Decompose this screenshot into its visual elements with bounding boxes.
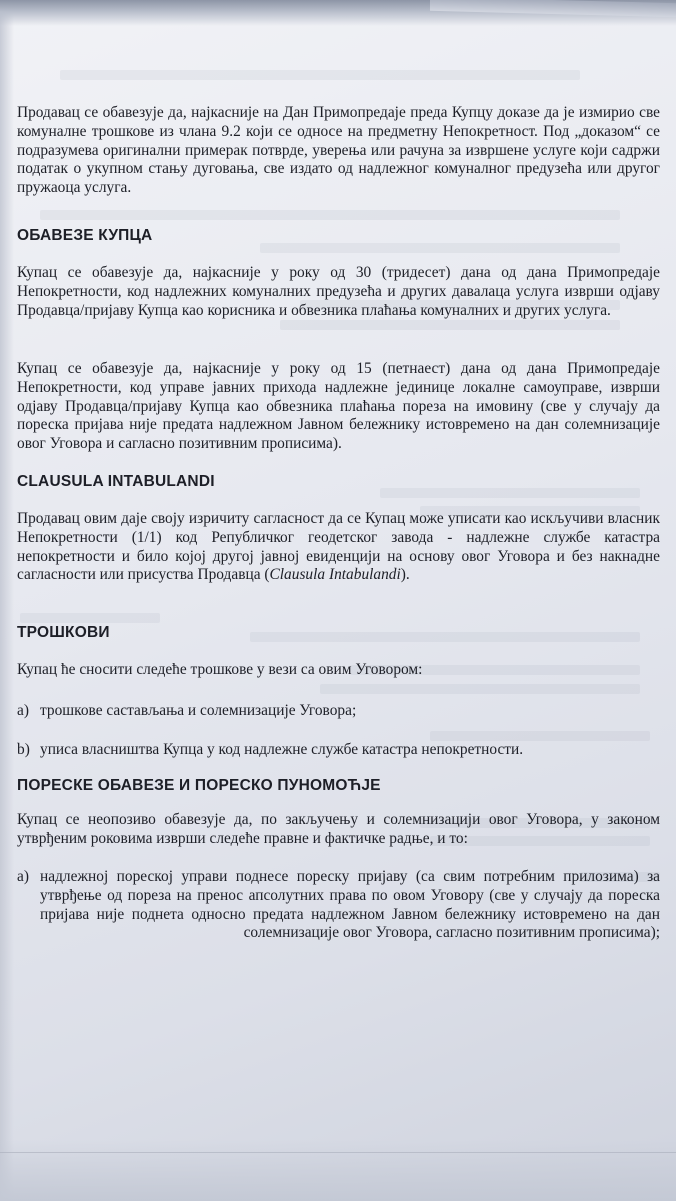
costs-intro: Купац ће сносити следеће трошкове у вези са овим Уговором: <box>17 661 423 678</box>
heading-tax-obligations: ПОРЕСКЕ ОБАВЕЗЕ И ПОРЕСКО ПУНОМОЋЈЕ <box>17 777 381 794</box>
costs-item-text: трошкове састављања и солемнизације Уговора; <box>40 702 357 719</box>
costs-item-letter: b) <box>17 741 30 758</box>
page-fold-line <box>0 1152 676 1153</box>
heading-clausula-intabulandi: CLAUSULA INTABULANDI <box>17 473 215 490</box>
costs-item-letter: a) <box>17 702 29 719</box>
tax-intro: Купац се неопозиво обавезује да, по закључењу и солемнизацији овог Уговора, у законом утврђеним роковима изврши следеће правне и фактичке радње, и то: <box>17 811 660 847</box>
tax-item-letter: a) <box>17 868 29 885</box>
page-left-shadow <box>0 0 14 1201</box>
tax-item-text: надлежној пореској управи поднесе пореску пријаву (са свим потребним прилозима) за утврђење од пореза на пренос апсолутних права по овом Уговору (све у случају да пореска пријава није поднета односно предата надлежном Јавном бележнику истовремено на дан солемнизације овог Уговора, сагласно позитивним прописима); <box>40 868 660 942</box>
heading-buyer-obligations: ОБАВЕЗЕ КУПЦА <box>17 227 153 244</box>
clausula-text-end: ). <box>400 566 410 584</box>
buyer-obligations-paragraph-2: Купац се обавезује да, најкасније у року од 15 (петнаест) дана од дана Примопредаје Непокретности, код управе јавних прихода надлежне јединице локалне самоуправе, изврши одјаву Продавца/пријаву Купца као обвезника плаћања пореза на имовину (све у случају да пореска пријава није предата надлежном Јавном бележнику истовремено на дан солемнизације овог Уговора и сагласно позитивним прописима). <box>17 360 660 453</box>
page-bottom-shadow <box>0 1140 676 1201</box>
clausula-text: Продавац овим даје своју изричиту сагласност да се Купац може уписати као искључиви власник Непокретности (1/1) код Републичког геодетског завода - надлежне службе катастра непокретности и било којој другој јавној евиденцији на основу овог Уговора и без накнадне сагласности или присуства Продавца ( <box>17 510 660 584</box>
intro-paragraph: Продавац се обавезује да, најкасније на Дан Примопредаје преда Купцу доказе да је измирио све комуналне трошкове из члана 9.2 који се односе на предметну Непокретност. Под „доказом“ се подразумева оригинални примерак потврде, уверења или рачуна за извршене услуге који садржи податак о укупном стању дуговања, све издато од надлежног комуналног предузећа или другог пружаоца услуга. <box>17 104 660 197</box>
heading-costs: ТРОШКОВИ <box>17 624 110 641</box>
clausula-latin-term: Clausula Intabulandi <box>269 566 401 584</box>
costs-item-text: уписа власништва Купца у код надлежне службе катастра непокретности. <box>40 741 524 758</box>
buyer-obligations-paragraph-1: Купац се обавезује да, најкасније у року од 30 (тридесет) дана од дана Примопредаје Непокретности, код надлежних комуналних предузећа и других давалаца услуга изврши одјаву Продавца/пријаву Купца као корисника и обвезника плаћања комуналних и других услуга. <box>17 264 660 319</box>
clausula-paragraph <box>17 510 660 585</box>
